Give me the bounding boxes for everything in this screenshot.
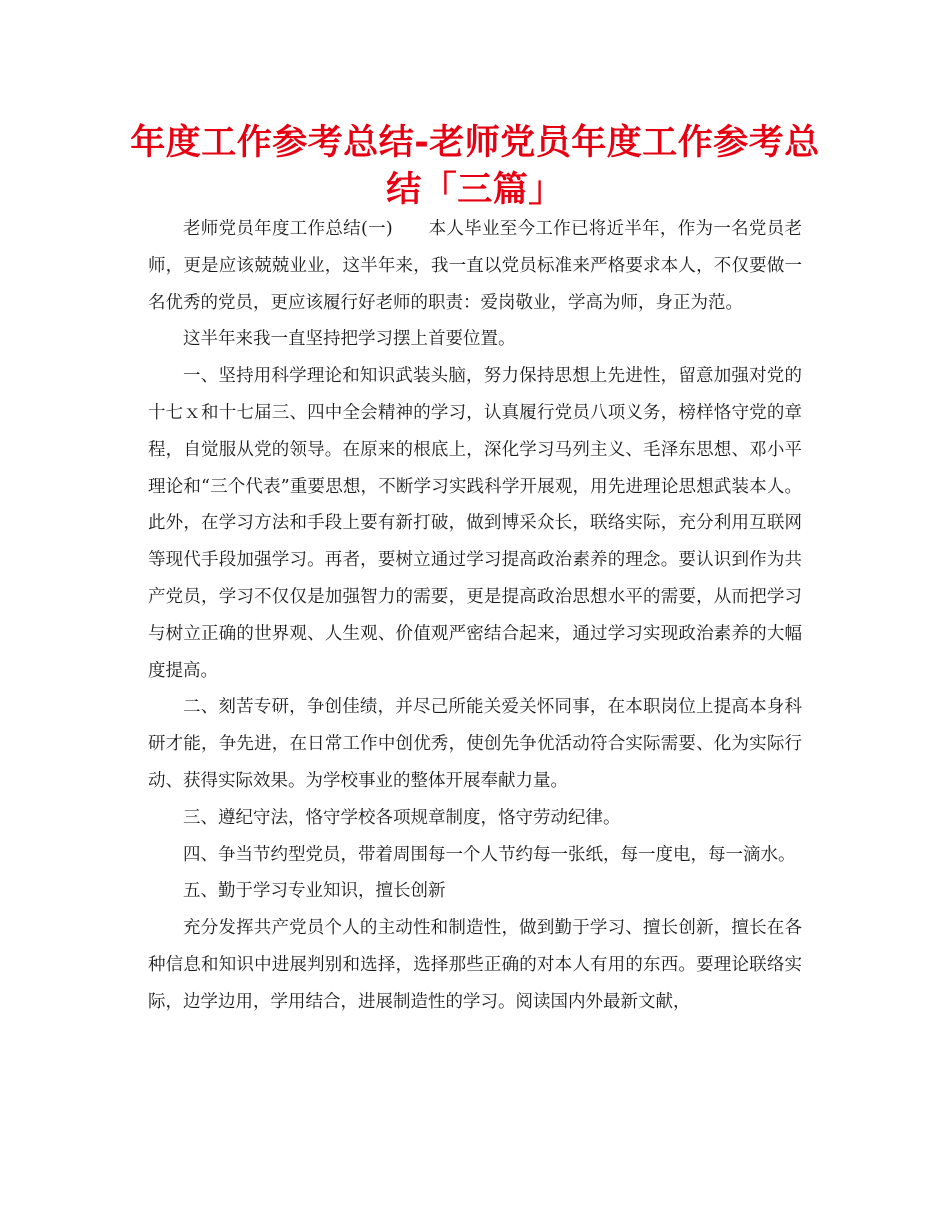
document-body xyxy=(148,211,802,1021)
paragraph: 三、遵纪守法，恪守学校各项规章制度，恪守劳动纪律。 xyxy=(183,807,621,828)
paragraph: 这半年来我一直坚持把学习摆上首要位置。 xyxy=(183,329,516,350)
paragraph: 老师党员年度工作总结(一) 本人毕业至今工作已将近半年，作为一名党员老师，更是应该兢兢业业，这半年来，我一直以党员标准来严格要求本人，不仅要做一名优秀的党员，更应该履行好老师的职责：爱岗敬业，学高为师，身正为范。 xyxy=(148,219,802,313)
document-title: 年度工作参考总结-老师党员年度工作参考总结「三篇」 xyxy=(130,123,820,210)
paragraph: 四、争当节约型党员，带着周围每一个人节约每一张纸，每一度电，每一滴水。 xyxy=(183,844,796,865)
paragraph: 充分发挥共产党员个人的主动性和制造性，做到勤于学习、擅长创新，擅长在各种信息和知识中进展判别和选择，选择那些正确的对本人有用的东西。要理论联络实际，边学边用，学用结合，进展制造性的学习。阅读国内外最新文献， xyxy=(148,918,802,1012)
paragraph: 一、坚持用科学理论和知识武装头脑，努力保持思想上先进性，留意加强对党的十七ｘ和十七届三、四中全会精神的学习，认真履行党员八项义务，榜样恪守党的章程，自觉服从党的领导。在原来的根底上，深化学习马列主义、毛泽东思想、邓小平理论和“三个代表”重要思想，不断学习实践科学开展观，用先进理论思想武装本人。此外，在学习方法和手段上要有新打破，做到博采众长，联络实际，充分利用互联网等现代手段加强学习。再者，要树立通过学习提高政治素养的理念。要认识到作为共产党员，学习不仅仅是加强智力的需要，更是提高政治思想水平的需要，从而把学习与树立正确的世界观、人生观、价值观严密结合起来，通过学习实现政治素养的大幅度提高。 xyxy=(148,366,802,681)
paragraph: 二、刻苦专研，争创佳绩，并尽己所能关爱关怀同事，在本职岗位上提高本身科研才能，争先进，在日常工作中创优秀，使创先争优活动符合实际需要、化为实际行动、获得实际效果。为学校事业的整体开展奉献力量。 xyxy=(148,697,802,791)
paragraph: 五、勤于学习专业知识，擅长创新 xyxy=(183,881,446,902)
